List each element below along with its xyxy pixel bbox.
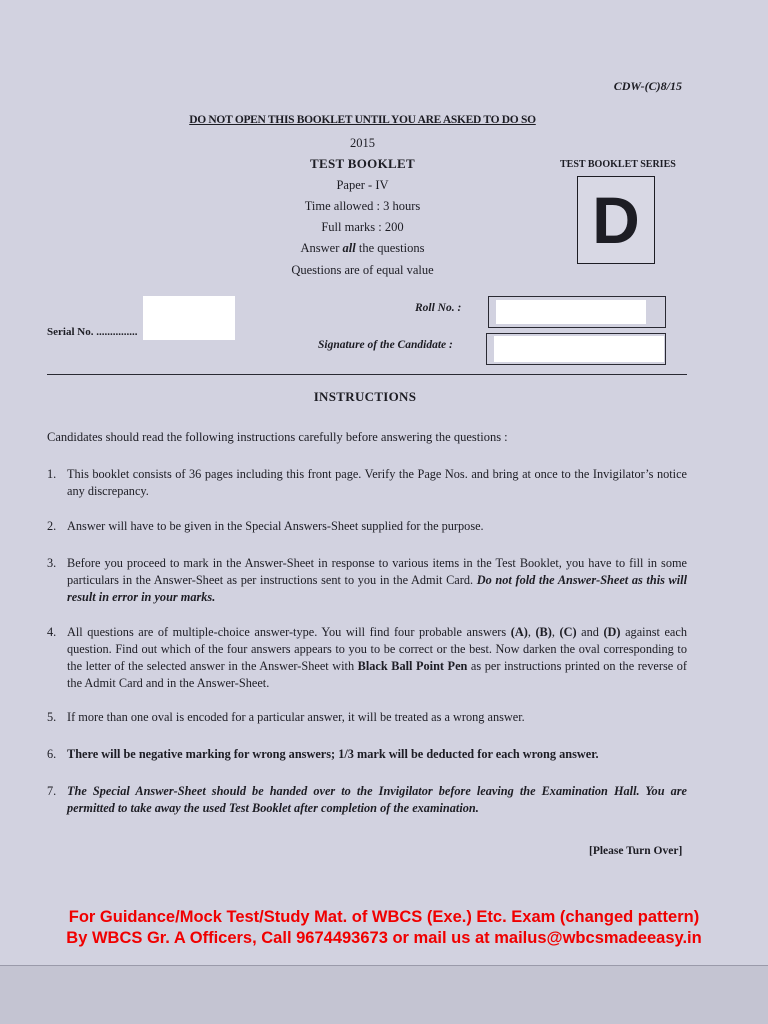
equal-value-note: Questions are of equal value bbox=[291, 263, 434, 277]
booklet-title: TEST BOOKLET bbox=[310, 156, 415, 171]
instructions-heading: INSTRUCTIONS bbox=[313, 389, 417, 404]
promo-line-2: By WBCS Gr. A Officers, Call 9674493673 or mail us at mailus@wbcsmadeeasy.in bbox=[66, 929, 702, 947]
item-number: 7. bbox=[47, 784, 57, 798]
item-number: 2. bbox=[47, 519, 57, 533]
fold-warning: Do not fold the Answer-Sheet as this will result in error in your marks. bbox=[67, 573, 687, 604]
instruction-item-1 bbox=[47, 466, 687, 500]
item-text: Answer will have to be given in the Special Answers-Sheet supplied for the purpose. bbox=[67, 519, 484, 533]
series-label: TEST BOOKLET SERIES bbox=[560, 159, 676, 170]
please-turn-over: [Please Turn Over] bbox=[589, 845, 683, 857]
item-number: 6. bbox=[47, 747, 57, 761]
serial-number-label: Serial No. ............... bbox=[47, 326, 138, 338]
paper-number: Paper - IV bbox=[336, 178, 389, 192]
instruction-item-4 bbox=[47, 624, 687, 692]
serial-number-redaction bbox=[143, 296, 235, 340]
promo-banner bbox=[0, 907, 768, 949]
instruction-item-3 bbox=[47, 555, 687, 606]
item-text: Before you proceed to mark in the Answer-Sheet in response to various items in the Test Booklet, you have to fill in some particulars in the Answer-Sheet as per instructions sent to you in the Admit Card. Do not fold the Answer-Sheet as this will result in error in your marks. bbox=[67, 556, 687, 604]
item-number: 4. bbox=[47, 625, 57, 639]
item-text: This booklet consists of 36 pages including this front page. Verify the Page Nos. and bring at once to the Invigilator’s notice any discrepancy. bbox=[67, 467, 687, 498]
item-number: 1. bbox=[47, 467, 57, 481]
signature-redaction bbox=[494, 336, 664, 362]
instruction-item-7 bbox=[47, 783, 687, 817]
item-text: All questions are of multiple-choice answer-type. You will find four probable answers (A), (B), (C) and (D) against each question. Find out which of the four answers appears to you to be correct or the best. Now darken the oval corresponding to the letter of the selected answer in the Answer-Sheet with Black Ball Point Pen as per instructions printed on the reverse of the Admit Card and in the Answer-Sheet. bbox=[67, 625, 687, 690]
instructions-intro: Candidates should read the following instructions carefully before answering the questions : bbox=[47, 430, 508, 444]
do-not-open-warning: DO NOT OPEN THIS BOOKLET UNTIL YOU ARE ASKED TO DO SO bbox=[189, 114, 536, 126]
item-number: 5. bbox=[47, 710, 57, 724]
roll-number-redaction bbox=[496, 300, 646, 324]
booklet-code: CDW-(C)8/15 bbox=[613, 79, 682, 93]
roll-number-label: Roll No. : bbox=[415, 302, 462, 314]
answer-all-note: Answer all the questions bbox=[300, 241, 425, 255]
item-number: 3. bbox=[47, 556, 57, 570]
exam-year: 2015 bbox=[350, 136, 375, 150]
item-text: If more than one oval is encoded for a particular answer, it will be treated as a wrong answer. bbox=[67, 710, 525, 724]
full-marks: Full marks : 200 bbox=[321, 220, 404, 234]
promo-line-1: For Guidance/Mock Test/Study Mat. of WBCS (Exe.) Etc. Exam (changed pattern) bbox=[68, 908, 700, 926]
series-letter-box: D bbox=[577, 176, 655, 264]
time-allowed: Time allowed : 3 hours bbox=[304, 199, 421, 213]
instruction-item-6 bbox=[47, 746, 687, 763]
negative-marking-text: There will be negative marking for wrong answers; 1/3 mark will be deducted for each wrong answer. bbox=[67, 747, 599, 761]
instruction-item-5 bbox=[47, 709, 687, 726]
pen-requirement: Black Ball Point Pen bbox=[357, 659, 468, 673]
instruction-item-2 bbox=[47, 518, 687, 535]
divider-rule bbox=[47, 374, 687, 375]
item-text: The Special Answer-Sheet should be handed over to the Invigilator before leaving the Examination Hall. You are permitted to take away the used Test Booklet after completion of the examination. bbox=[67, 784, 687, 815]
signature-label: Signature of the Candidate : bbox=[318, 339, 453, 351]
